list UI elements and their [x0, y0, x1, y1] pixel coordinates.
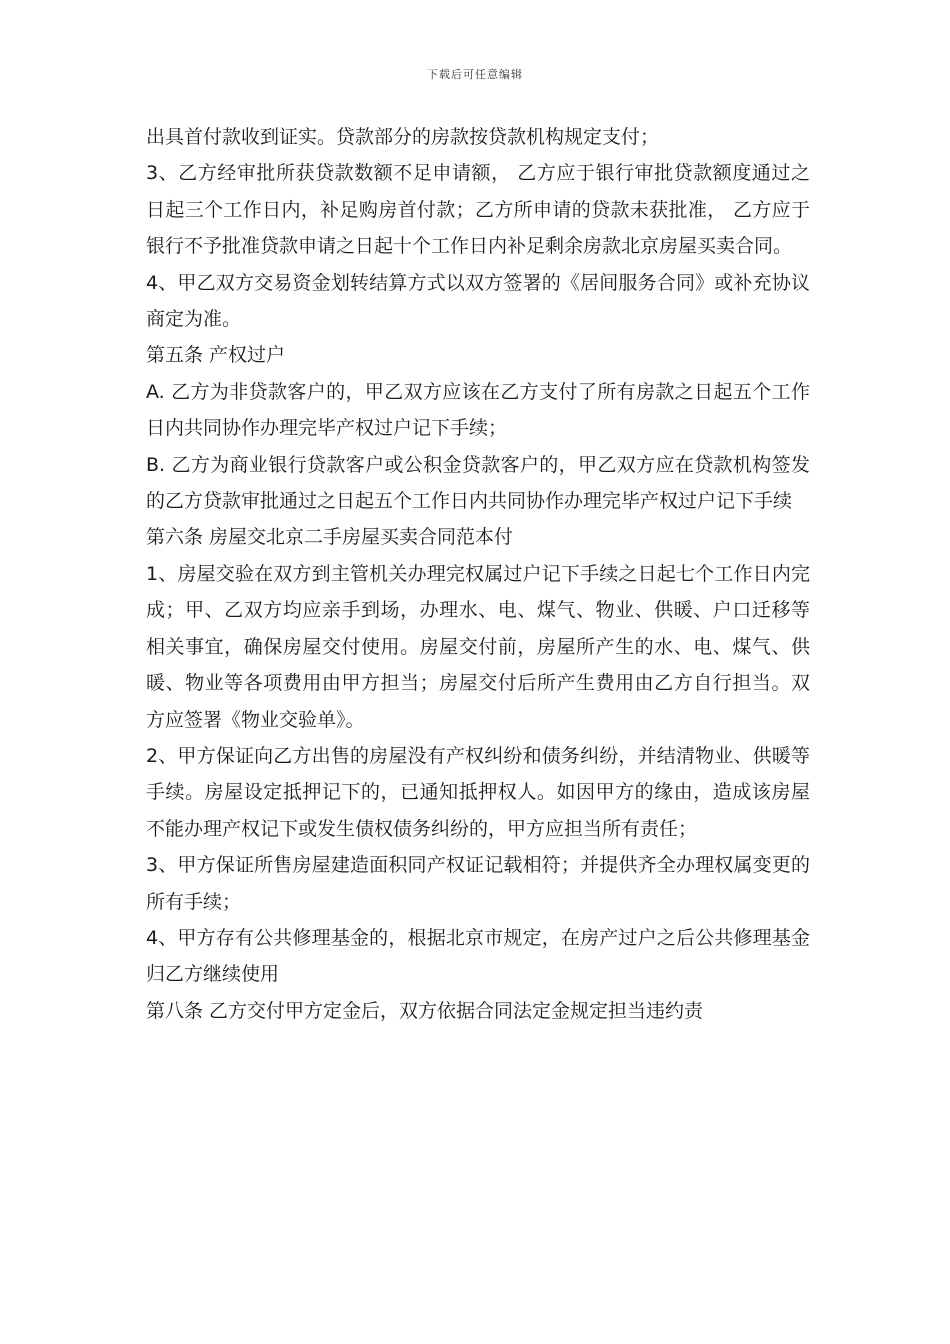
header-note: 下载后可任意编辑: [427, 68, 523, 81]
paragraph: 1、房屋交验在双方到主管机关办理完权属过户记下手续之日起七个工作日内完成；甲、乙双方均应亲手到场，办理水、电、煤气、物业、供暖、户口迁移等相关事宜，确保房屋交付使用。房屋交付前，房屋所产生的水、电、煤气、供暖、物业等各项费用由甲方担当；房屋交付后所产生费用由乙方自行担当。双方应签署《物业交验单》。: [146, 562, 810, 731]
document-body: [146, 119, 810, 1029]
paragraph: 3、甲方保证所售房屋建造面积同产权证记载相符；并提供齐全办理权属变更的所有手续；: [146, 854, 810, 913]
paragraph: 出具首付款收到证实。贷款部分的房款按贷款机构规定支付；: [146, 126, 660, 148]
section-heading: 第六条 房屋交北京二手房屋买卖合同范本付: [146, 526, 514, 549]
paragraph: 4、甲方存有公共修理基金的，根据北京市规定，在房产过户之后公共修理基金归乙方继续使用: [146, 926, 810, 986]
paragraph: 4、甲乙双方交易资金划转结算方式以双方签署的《居间服务合同》或补充协议商定为准。: [146, 271, 810, 331]
paragraph: 3、乙方经审批所获贷款数额不足申请额， 乙方应于银行审批贷款额度通过之日起三个工作日内，补足购房首付款；乙方所申请的贷款未获批准， 乙方应于银行不予批准贷款申请之日起十个工作日内补足剩余房款北京房屋买卖合同。: [146, 162, 810, 258]
section-heading: 第五条 产权过户: [146, 344, 286, 367]
paragraph: A. 乙方为非贷款客户的，甲乙双方应该在乙方支付了所有房款之日起五个工作日内共同协作办理完毕产权过户记下手续；: [146, 380, 810, 440]
paragraph: B. 乙方为商业银行贷款客户或公积金贷款客户的，甲乙双方应在贷款机构签发的乙方贷款审批通过之日起五个工作日内共同协作办理完毕产权过户记下手续: [146, 453, 810, 513]
paragraph: 2、甲方保证向乙方出售的房屋没有产权纠纷和债务纠纷，并结清物业、供暖等手续。房屋设定抵押记下的，已通知抵押权人。如因甲方的缘由，造成该房屋不能办理产权记下或发生债权债务纠纷的，甲方应担当所有责任；: [146, 744, 810, 840]
section-heading: 第八条 乙方交付甲方定金后，双方依据合同法定金规定担当违约责: [146, 999, 704, 1022]
